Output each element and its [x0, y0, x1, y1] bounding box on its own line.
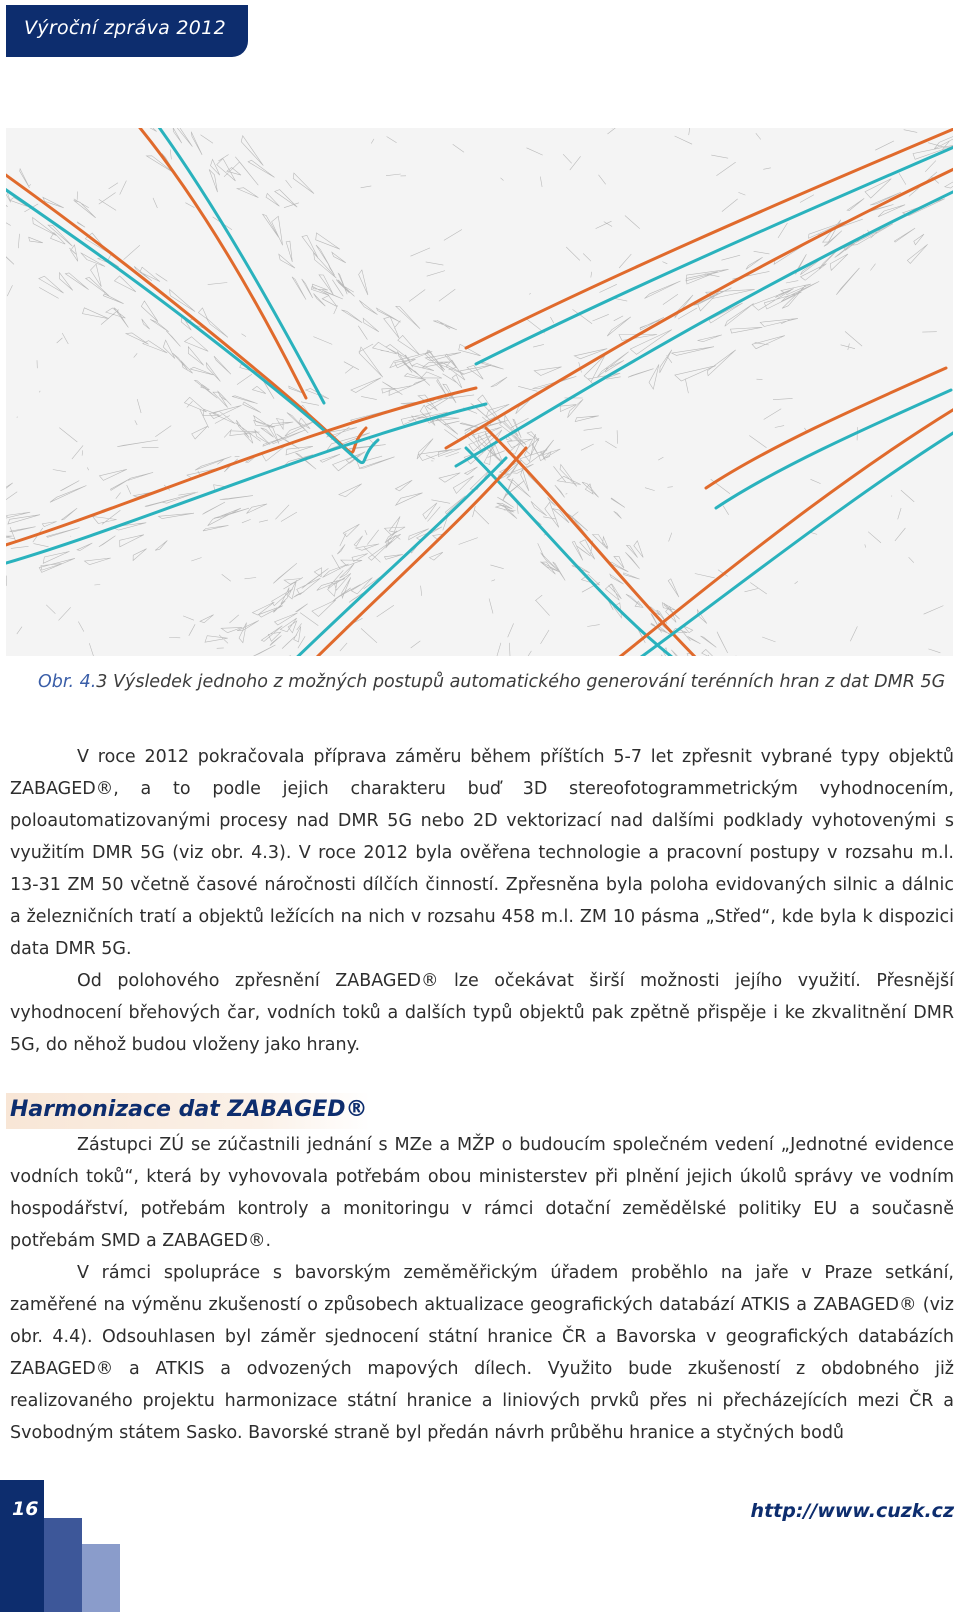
paragraph: V rámci spolupráce s bavorským zeměměřickým úřadem proběhlo na jaře v Praze setkání, zaměřené na výměnu zkušeností o způsobech aktualizace geografických databází ATKIS a ZABAGED® (viz obr. 4.4). Odsouhlasen byl záměr sjednocení státní hranice ČR a Bavorska v geografických databázích ZABAGED® a ATKIS a odvozených mapových dílech. Využito bude zkušeností z obdobného již realizovaného projektu harmonizace státní hranice a liniových prvků přes ni přecházejících mezi ČR a Svobodným státem Sasko. Bavorské straně byl předán návrh průběhu hranice a styčných bodů [10, 1263, 954, 1443]
terrain-edges-figure [6, 128, 953, 656]
footer-url[interactable]: http://www.cuzk.cz [750, 1500, 954, 1522]
section-title: Harmonizace dat ZABAGED® [10, 1097, 368, 1122]
terrain-edge-orange [6, 168, 366, 452]
terrain-edge-orange [706, 368, 946, 488]
mesh-triangles [6, 128, 953, 656]
body-text [10, 741, 954, 1061]
caption-lead: Obr. 4. [38, 672, 97, 692]
terrain-edge-teal [626, 428, 953, 656]
terrain-edge-orange [486, 428, 706, 656]
paragraph: Zástupci ZÚ se zúčastnili jednání s MZe a MŽP o budoucím společném vedení „Jednotné evidence vodních toků“, která by vyhovovala potřebám obou ministerstev při plnění jejich úkolů správy ve vodním hospodářství, potřebám kontroly a monitoringu v rámci dotační zemědělské politiky EU a současně potřebám SMD a ZABAGED®. [10, 1135, 954, 1251]
terrain-edge-teal [286, 458, 506, 656]
paragraph: Od polohového zpřesnění ZABAGED® lze očekávat širší možnosti jejího využití. Přesnější vyhodnocení břehových čar, vodních toků a dalších typů objektů pak zpětně přispěje i ke zkvalitnění DMR 5G, do něhož budou vloženy jako hrany. [10, 971, 954, 1055]
footer-block [82, 1544, 120, 1612]
page-number: 16 [12, 1498, 39, 1520]
section-body-text [10, 1129, 954, 1449]
section-heading [6, 1093, 370, 1129]
terrain-mesh-image [6, 128, 953, 656]
terrain-edge-teal [6, 404, 486, 566]
footer-block [44, 1518, 82, 1612]
paragraph: V roce 2012 pokračovala příprava záměru během příštích 5-7 let zpřesnit vybrané typy objektů ZABAGED®, a to podle jejich charakteru buď 3D stereofotogrammetrickým vyhodnocením, poloautomatizovanými procesy nad DMR 5G nebo 2D vektorizací nad dalšími podklady vyhotovenými s využitím DMR 5G (viz obr. 4.3). V roce 2012 byla ověřena technologie a pracovní postupy v rozsahu m.l. 13-31 ZM 50 včetně časové náročnosti dílčích činností. Zpřesněna byla poloha evidovaných silnic a dálnic a železničních tratí a objektů ležících na nich v rozsahu 458 m.l. ZM 10 pásma „Střed“, kde byla k dispozici data DMR 5G. [10, 747, 954, 959]
terrain-edge-orange [6, 388, 476, 548]
terrain-edge-teal [6, 183, 378, 463]
terrain-edge-teal [476, 144, 953, 364]
report-title: Výroční zpráva 2012 [24, 17, 226, 39]
figure-caption [38, 672, 945, 692]
terrain-edge-orange [466, 128, 953, 348]
caption-text: 3 Výsledek jednoho z možných postupů automatického generování terénních hran z dat DMR 5G [96, 672, 946, 692]
header-tab [6, 5, 248, 57]
